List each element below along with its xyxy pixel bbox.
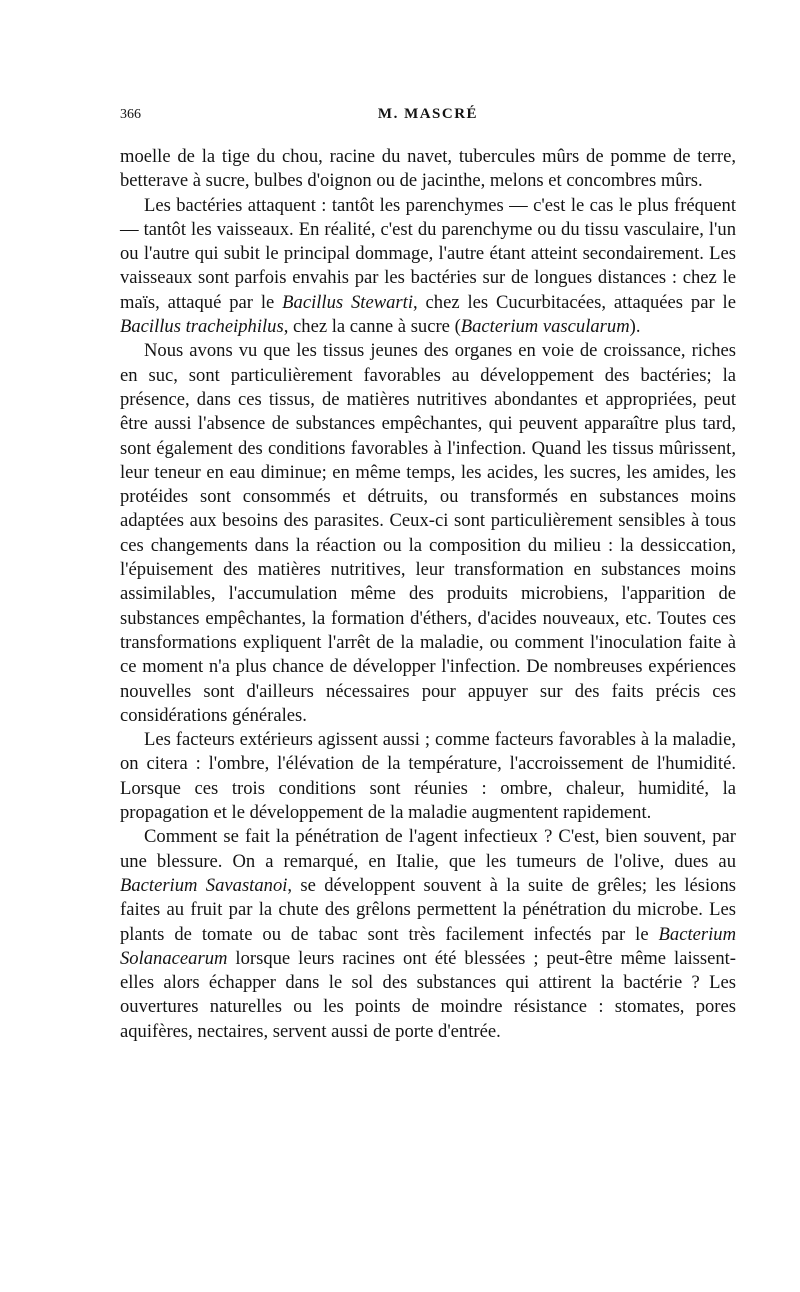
text-run: moelle de la tige du chou, racine du navet, tubercules mûrs de pomme de terre, betterave à sucre, bulbes d'oignon ou de jacinthe, melons et concombres mûrs. [120,146,736,192]
running-head: M. MASCRÉ [377,106,479,122]
paragraph [120,145,736,194]
page-header [120,103,736,127]
species-name: Bacterium Savastanoi [120,874,288,896]
text-run: , se développent souvent à la suite de grêles; les lésions faites au fruit par la chute des grêlons permettent la pénétration du microbe. Les plants de tomate ou de tabac sont très facilement infectés par le [120,874,737,945]
text-run: , chez les Cucurbitacées, attaquées par le [412,291,736,313]
page-number: 366 [120,107,141,122]
text-run: lorsque leurs racines ont été blessées ; peut-être même laissent-elles alors échapper dans le sol des substances qui attirent la bactérie ? Les ouvertures naturelles ou les points de moindre résistance : stomates, pores aquifères, nectaires, servent aussi de porte d'entrée. [120,947,736,1042]
text-run: Comment se fait la pénétration de l'agent infectieux ? C'est, bien souvent, par une blessure. On a remarqué, en Italie, que les tumeurs de l'olive, dues au [120,826,736,872]
paragraph [120,825,736,1044]
species-name: Bacillus Stewarti [282,291,413,313]
body-text [120,145,736,1044]
species-name: Bacillus tracheiphilus [120,316,284,338]
species-name: Bacterium Solanacearum [120,923,736,969]
species-name: Bacterium vascularum [460,316,630,338]
text-run: , chez la canne à sucre ( [283,316,461,338]
paragraph [120,194,736,340]
text-run: ). [629,316,641,338]
text-run: Les facteurs extérieurs agissent aussi ; comme facteurs favorables à la maladie, on citera : l'ombre, l'élévation de la température, l'accroissement de l'humidité. Lorsque ces trois conditions sont réunies : ombre, chaleur, humidité, la propagation et le développement de la maladie augmentent rapidement. [120,729,736,824]
text-run: Nous avons vu que les tissus jeunes des organes en voie de croissance, riches en suc, sont particulièrement favorables au développement des bactéries; la présence, dans ces tissus, de matières nutritives abondantes et appropriées, peut être aussi l'absence de substances empêchantes, qui peuvent apparaître plus tard, sont également des conditions favorables à l'infection. Quand les tissus mûrissent, leur teneur en eau diminue; en même temps, les acides, les sucres, les amides, les protéides sont consommés et détruits, ou transformés en substances moins adaptées aux besoins des parasites. Ceux-ci sont particulièrement sensibles à tous ces changements dans la réaction ou la composition du milieu : la dessiccation, l'épuisement des matières nutritives, leur transformation en substances moins assimilables, l'accumulation même des produits microbiens, l'apparition de substances empêchantes, la formation d'éthers, d'acides nouveaux, etc. Toutes ces transformations expliquent l'arrêt de la maladie, ou comment l'inoculation faite à ce moment n'a plus chance de développer l'infection. De nombreuses expériences nouvelles sont d'ailleurs nécessaires pour appuyer sur des faits précis ces considérations générales. [120,340,736,726]
paragraph [120,339,736,728]
text-run: Les bactéries attaquent : tantôt les parenchymes — c'est le cas le plus fréquent — tantôt les vaisseaux. En réalité, c'est du parenchyme ou du tissu vasculaire, l'un ou l'autre qui subit le principal dommage, l'autre étant atteint secondairement. Les vaisseaux sont parfois envahis par les bactéries sur de longues distances : chez le maïs, attaqué par le [120,194,736,313]
paragraph [120,728,736,825]
